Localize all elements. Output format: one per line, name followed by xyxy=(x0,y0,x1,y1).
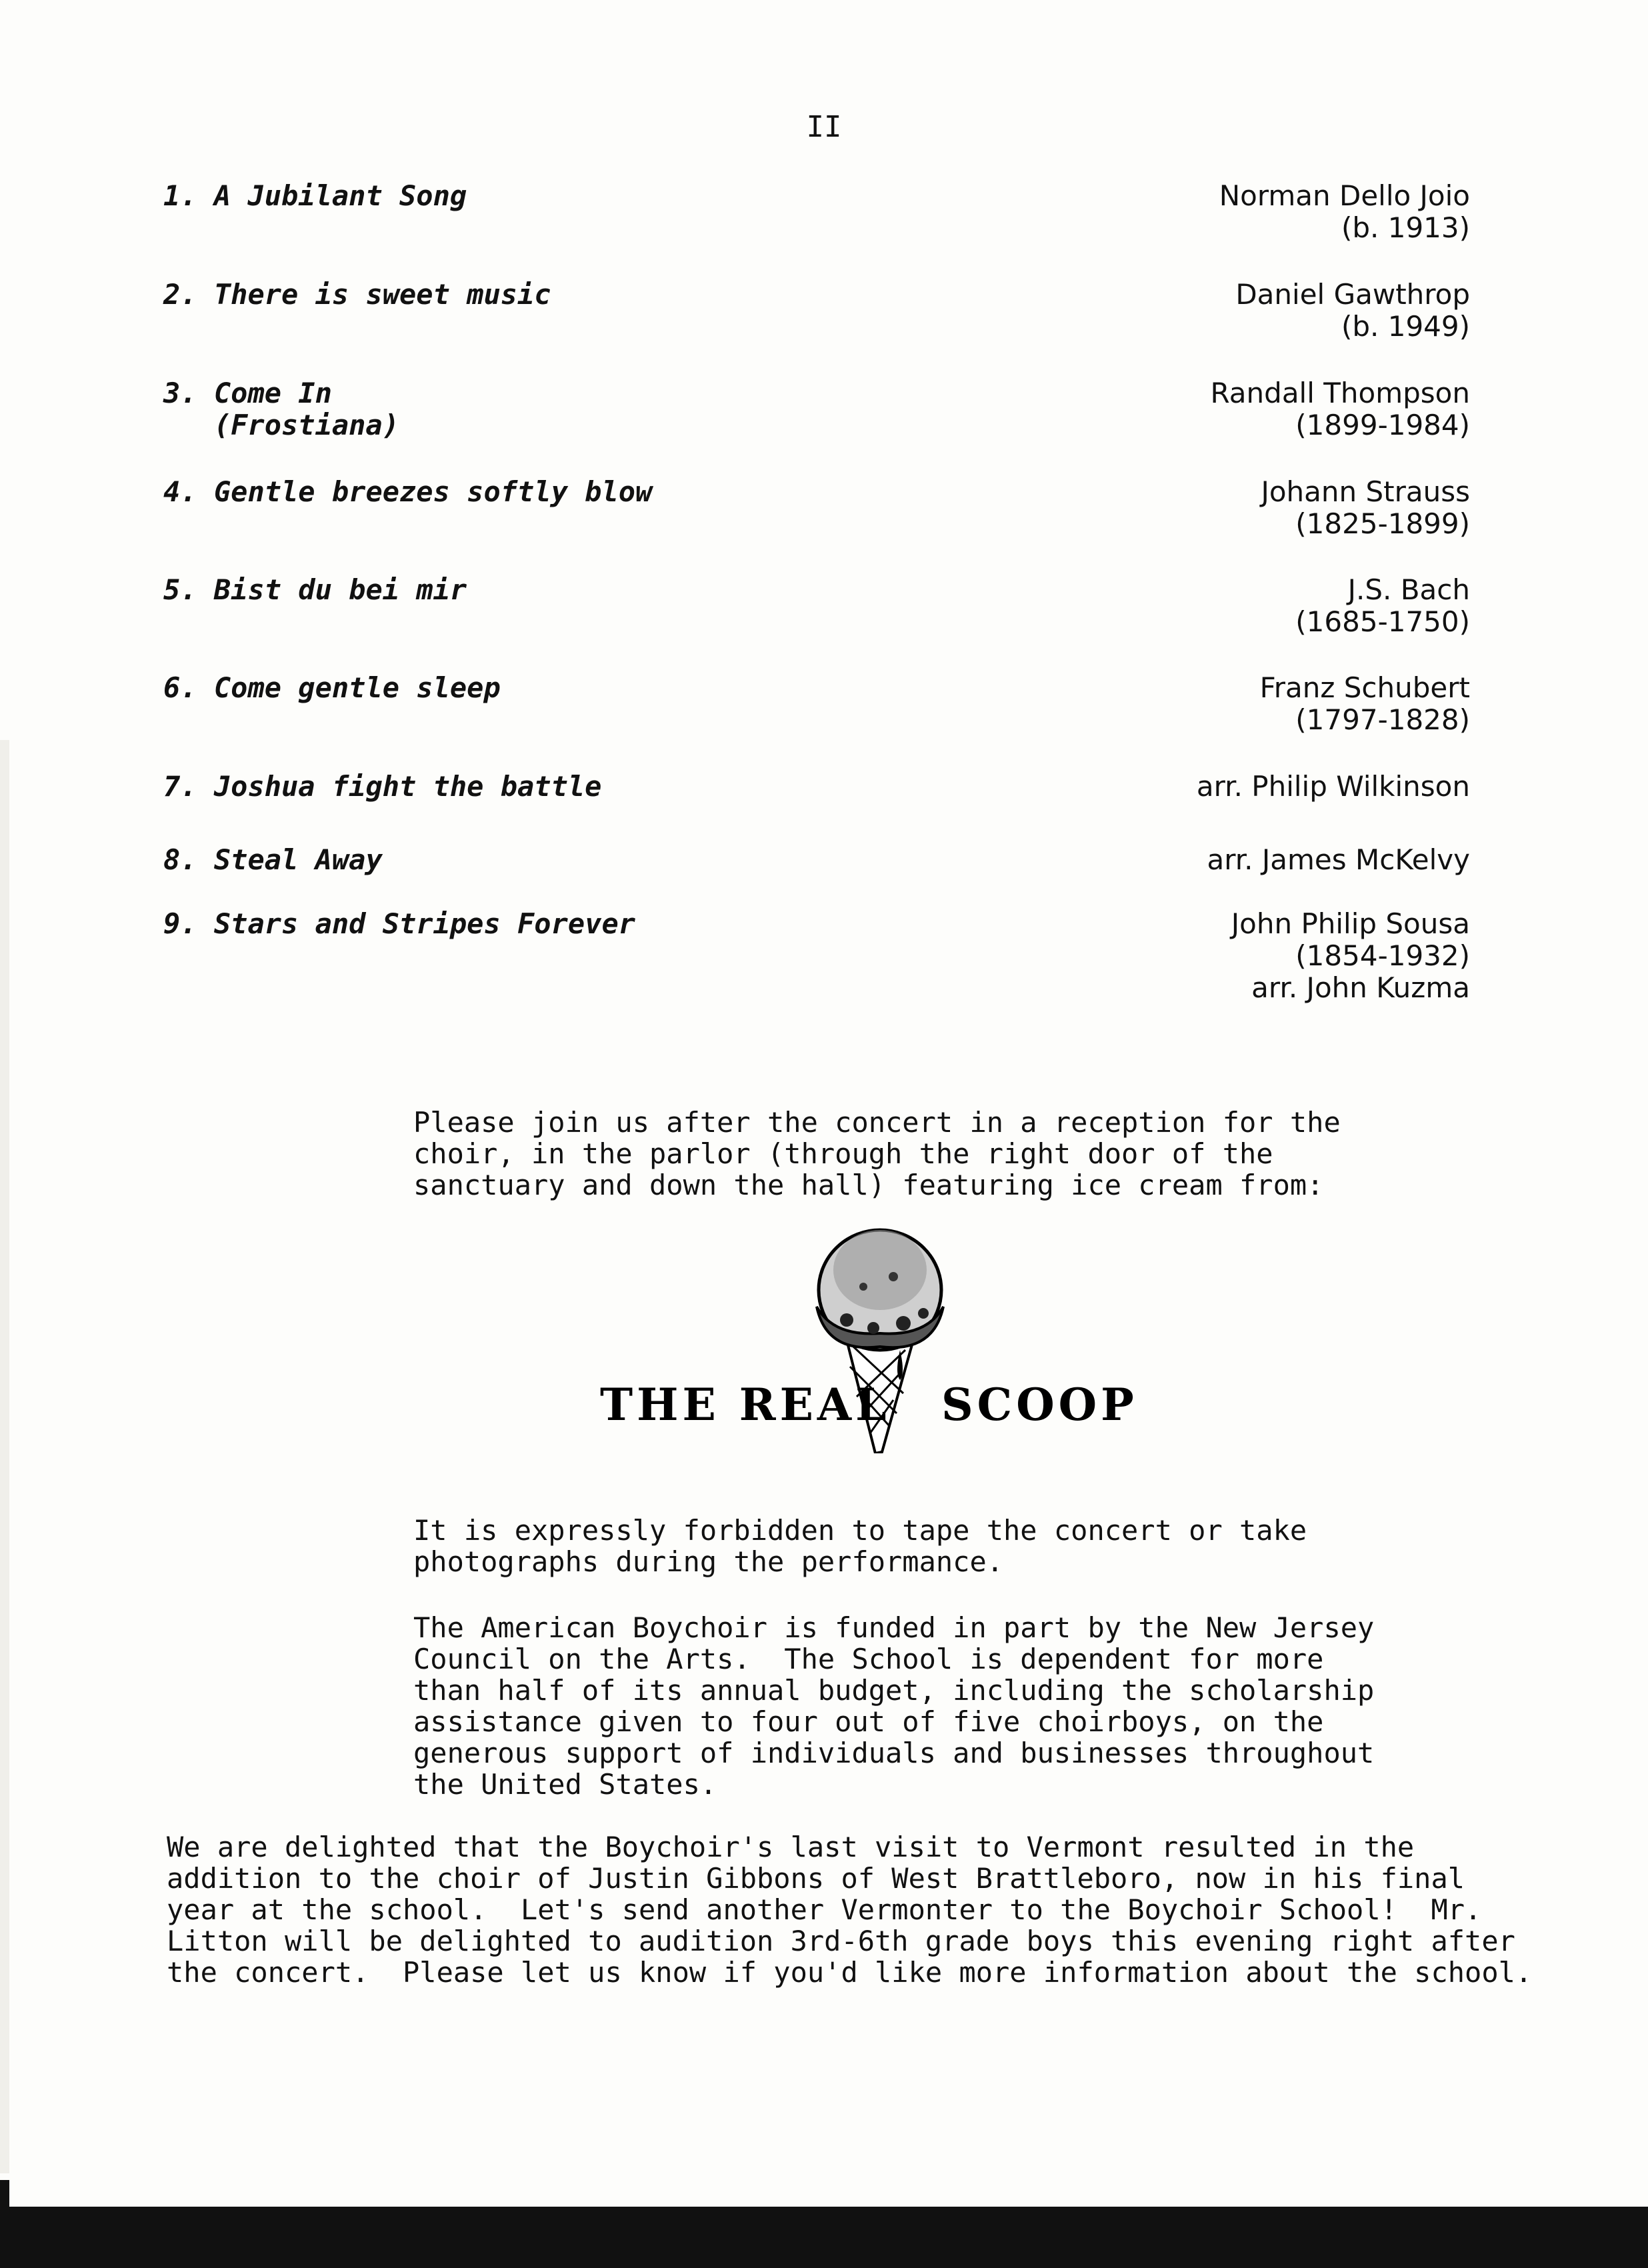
piece-title: 2. There is sweet music xyxy=(163,278,551,311)
brand-text-right: SCOOP xyxy=(941,1379,1138,1431)
piece-title: 3. Come In (Frostiana) xyxy=(163,377,400,441)
scan-edge-bar xyxy=(0,2207,1648,2268)
piece-title: 8. Steal Away xyxy=(163,843,383,876)
funding-notice: The American Boychoir is funded in part by the New Jersey Council on the Arts. The School is dependent for more than half of its annual budget, including the scholarship assistance given to four out of five choirboys, on the generous support of individuals and businesses throughout the United States. xyxy=(413,1611,1375,1801)
piece-title: 6. Come gentle sleep xyxy=(163,671,501,704)
composer: Randall Thompson (1899-1984) xyxy=(1210,377,1470,441)
piece-title: 4. Gentle breezes softly blow xyxy=(163,475,653,508)
composer: Daniel Gawthrop (b. 1949) xyxy=(1235,278,1470,343)
the-real-scoop-logo xyxy=(587,1213,1147,1453)
composer: arr. James McKelvy xyxy=(1207,843,1470,876)
piece-title: 9. Stars and Stripes Forever xyxy=(163,907,636,940)
reception-notice: Please join us after the concert in a reception for the choir, in the parlor (through the right door of the sanctuary and down the hall) featuring ice cream from: xyxy=(413,1106,1341,1201)
no-taping-notice: It is expressly forbidden to tape the concert or take photographs during the performance. xyxy=(413,1514,1307,1578)
composer: John Philip Sousa (1854-1932) arr. John Kuzma xyxy=(1231,907,1470,1004)
composer: Franz Schubert (1797-1828) xyxy=(1259,671,1470,736)
piece-title: 5. Bist du bei mir xyxy=(163,573,467,606)
composer: J.S. Bach (1685-1750) xyxy=(1295,573,1470,638)
piece-title: 1. A Jubilant Song xyxy=(163,179,467,212)
page-number: II xyxy=(806,110,842,144)
composer: arr. Philip Wilkinson xyxy=(1196,770,1470,803)
scan-edge-tab xyxy=(0,2180,9,2207)
composer: Johann Strauss (1825-1899) xyxy=(1261,475,1470,540)
composer: Norman Dello Joio (b. 1913) xyxy=(1219,179,1470,244)
vermont-notice: We are delighted that the Boychoir's last visit to Vermont resulted in the addition to the choir of Justin Gibbons of West Brattleboro, now in his final year at the school. Let's send another Vermonter to the Boychoir School! Mr. Litton will be delighted to audition 3rd-6th grade boys this evening right after the concert. Please let us know if you'd like more information about the school. xyxy=(167,1831,1533,1989)
piece-title: 7. Joshua fight the battle xyxy=(163,770,602,803)
page-edge-strip xyxy=(0,740,9,2173)
brand-text-left: THE REAL xyxy=(600,1379,891,1431)
